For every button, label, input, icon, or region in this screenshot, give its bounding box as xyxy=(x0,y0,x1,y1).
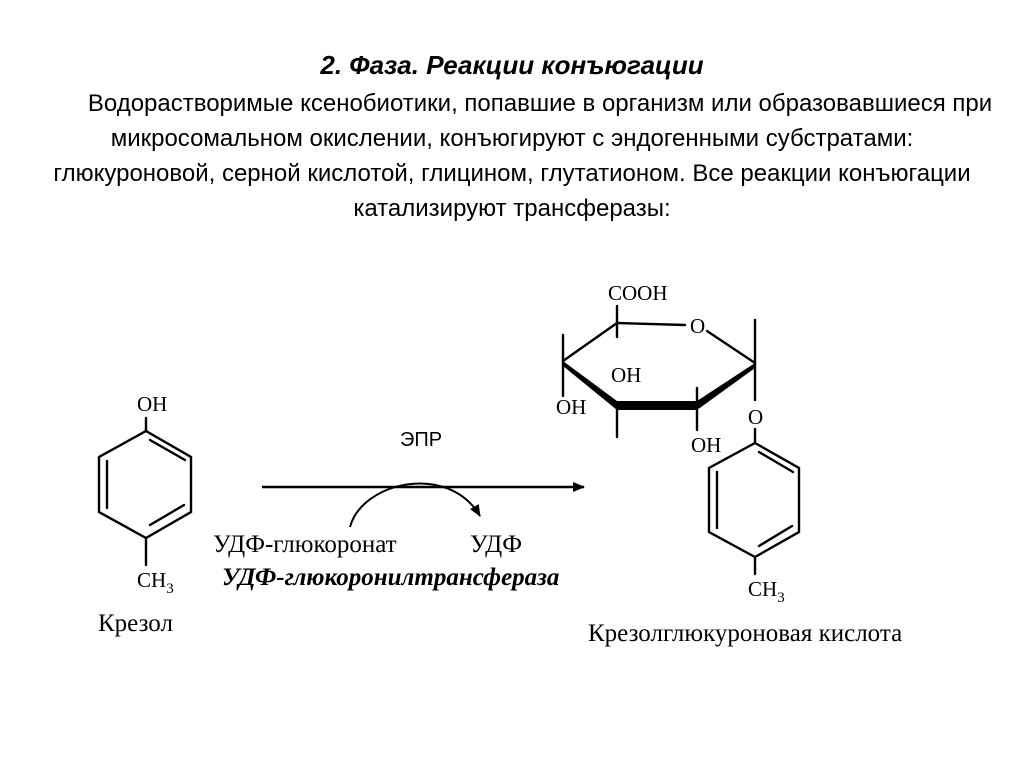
condition-label: ЭПР xyxy=(400,429,443,451)
sugar-ring xyxy=(563,306,755,437)
carboxyl-label: COOH xyxy=(608,281,668,305)
product-phenyl-ring xyxy=(709,429,799,574)
hydroxyl-upper-label: OH xyxy=(611,363,642,387)
cresol-methyl-ch: CH xyxy=(137,568,167,592)
product-name: Крезолглюкуроновая кислота xyxy=(588,620,903,647)
cosubstrate-label: УДФ-глюкоронат xyxy=(213,531,397,558)
cresol-methyl-label xyxy=(137,568,174,597)
reaction-arrow-group xyxy=(213,429,584,591)
cresol-methyl-subscript: 3 xyxy=(166,581,174,597)
cresol-ring xyxy=(99,418,191,565)
ring-oxygen-label: O xyxy=(690,314,706,338)
product-methyl-label xyxy=(748,577,785,606)
link-oxygen-label: O xyxy=(748,405,764,429)
slide-body-content: Водорастворимые ксенобиотики, попавшие в организм или образовавшиеся при микросомальном окислении, конъюгируют с эндогенными субстратами: глюкуроновой, серной кислотой, глицином, глутатионом. Все реакции конъюгации катализируют трансферазы: xyxy=(53,90,993,222)
cresol-name: Крезол xyxy=(98,610,173,637)
enzyme-label: УДФ-глюкоронилтрансфераза xyxy=(222,564,560,591)
hydroxyl-left-label: OH xyxy=(556,395,587,419)
product-methyl-subscript: 3 xyxy=(777,590,785,606)
sugar-ring-front-edge xyxy=(563,361,755,410)
cresol-structure xyxy=(98,392,191,637)
cresol-oh-label: OH xyxy=(137,392,168,416)
cosubstrate-curved-arrow xyxy=(350,483,480,527)
hydroxyl-lower-label: OH xyxy=(691,433,722,457)
glucuronide-structure xyxy=(556,281,902,647)
product-methyl-ch: CH xyxy=(748,577,778,601)
released-label: УДФ xyxy=(470,531,522,558)
slide-title: 2. Фаза. Реакции конъюгации xyxy=(320,50,704,80)
